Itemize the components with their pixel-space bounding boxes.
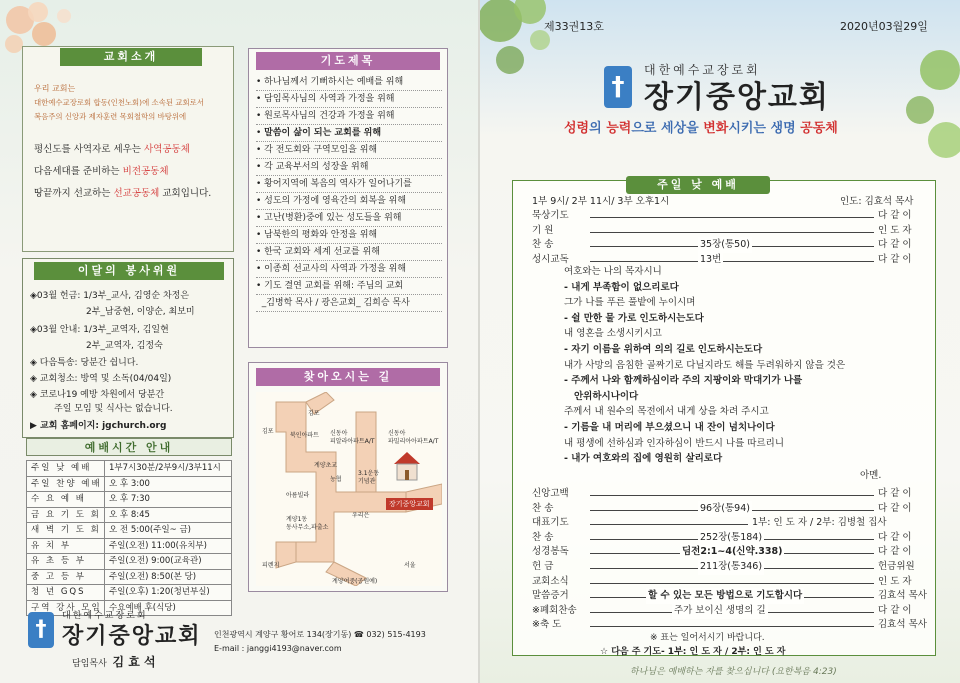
psalm-line: 주께서 내 원수의 목전에서 내게 상을 차려 주시고 [564, 406, 769, 418]
order-leader-line [590, 626, 874, 627]
order-item-leader: 다 같 이 [878, 546, 912, 558]
order-item-name: 말씀증거 [532, 590, 569, 602]
psalm-line: 내 평생에 선하심과 인자하심이 반드시 나를 따르리니 [564, 437, 785, 449]
prayer-item: • 기도 결연 교회를 위해: 주님의 교회 [256, 278, 442, 295]
times-row-value: 수요예배 후(식당) [109, 602, 176, 613]
map-label-3: 북인아파트 [290, 432, 319, 439]
map-header: 찾아오시는 길 [256, 368, 440, 386]
worship-times: 1부 9시/ 2부 11시/ 3부 오후1시 [532, 196, 670, 207]
psalm-line: - 쉴 만한 물 가로 인도하시는도다 [564, 312, 704, 324]
header-logo-icon: † [604, 66, 632, 108]
prayer-item: _김병학 목사 / 광은교회_ 김희승 목사 [256, 295, 442, 312]
order-item-detail: 딤전2:1~4(신약.338) [680, 544, 784, 560]
servers-line-2: 2부_남중현, 이양순, 최보미 [86, 307, 195, 317]
footer-logo-icon: † [28, 612, 54, 648]
motto: 성령의 능력으로 세상을 변화시키는 생명 공동체 [564, 121, 838, 136]
prayer-item: • 담임목사님의 사역과 가정을 위해 [256, 91, 442, 108]
order-item-detail: 주가 보이신 생명의 길 [672, 603, 768, 619]
order-leader-line [590, 524, 748, 525]
prayer-item: • 남북한의 평화와 안정을 위해 [256, 227, 442, 244]
map-church-icon [392, 450, 422, 482]
times-table [26, 460, 232, 616]
map-label-2: 김포 [262, 428, 274, 435]
times-row-value: 1부7시30분/2부9시/3부11시 [109, 463, 221, 473]
psalm-line: - 내가 여호와의 집에 영원히 살리로다 [564, 453, 723, 465]
map-label-11: 계양1동 동사무소,파출소 [286, 516, 329, 532]
footer-address: 인천광역시 계양구 황어로 134(장기동) ☎ 032) 515-4193 [214, 630, 426, 639]
order-item-leader: 1부: 인 도 자 / 2부: 김병철 집사 [752, 517, 887, 529]
map-label-4: 신동아 피알라아파트A/T [330, 430, 375, 446]
order-item-leader: 헌금위원 [878, 561, 915, 572]
prayer-item: • 한국 교회와 세계 선교를 위해 [256, 244, 442, 261]
intro-line-1: 우리 교회는 [34, 84, 76, 93]
map-label-13: 피렌지 [262, 562, 280, 569]
order-leader-line [590, 232, 874, 233]
leaves-left-icon [480, 0, 570, 120]
intro-p2: 다음세대를 준비하는 비전공동체 [34, 166, 169, 177]
times-row-value: 주일(오전) 9:00(교육관) [109, 556, 202, 566]
amen-text: 아멘. [860, 470, 882, 481]
times-row [27, 461, 231, 477]
order-item-leader: 인 도 자 [878, 575, 912, 587]
times-row-label: 유 초 등 부 [27, 554, 105, 569]
psalm-line: - 기름을 내 머리에 부으셨으니 내 잔이 넘치나이다 [564, 422, 775, 433]
servers-header: 이달의 봉사위원 [34, 262, 224, 280]
times-row [27, 477, 231, 493]
times-row [27, 585, 231, 601]
times-row-value: 오 전 5:00(주일~ 금) [109, 525, 192, 535]
times-row-label: 주일 찬양 예배 [27, 477, 105, 492]
map-label-5: 신동아 파밀리아아파트A/T [388, 430, 439, 446]
times-row [27, 492, 231, 508]
order-item-name: 헌 금 [532, 561, 554, 572]
times-row-label: 유 치 부 [27, 539, 105, 554]
order-item-detail: 35장(통50) [698, 237, 752, 253]
map-label-15: 계양여중(공원예) [332, 578, 378, 585]
psalm-line: 여호와는 나의 목자시니 [564, 266, 662, 277]
order-item-detail: 96장(통94) [698, 501, 752, 517]
prayer-item: • 각 전도회와 구역모임을 위해 [256, 142, 442, 159]
worship-leader: 인도: 김효석 목사 [840, 196, 914, 207]
times-row-value: 주일(오전) 11:00(유치부) [109, 540, 207, 551]
order-item-name: 교회소식 [532, 575, 569, 587]
footer-email[interactable]: E-mail : janggi4193@naver.com [214, 644, 342, 653]
worship-header: 주일 낮 예배 [626, 176, 770, 194]
times-row-value: 주일(오전) 8:50(본 당) [109, 571, 197, 582]
times-row-value: 오 후 8:45 [109, 509, 150, 520]
order-item-name: 기 원 [532, 224, 554, 236]
intro-p3: 땅끝까지 선교하는 선교공동체 교회입니다. [34, 188, 212, 199]
order-item-name: 찬 송 [532, 531, 554, 543]
map-label-7: 3.1운동 기념관 [358, 470, 380, 486]
times-row-label: 새 벽 기 도 회 [27, 523, 105, 538]
prayer-item: • 원로목사님의 건강과 가정을 위해 [256, 108, 442, 125]
prayer-item: • 이종희 선교사의 사역과 가정을 위해 [256, 261, 442, 278]
header-denomination: 대한예수교장로회 [644, 63, 761, 77]
map-label-8: 농협 [330, 476, 342, 483]
order-leader-line [590, 217, 874, 218]
header-church-name: 장기중앙교회 [644, 80, 830, 115]
psalm-line: 내가 사망의 음침한 골짜기로 다닐지라도 해를 두려워하지 않을 것은 [564, 359, 846, 371]
order-item-name: 성경봉독 [532, 546, 569, 558]
order-leader-line [590, 495, 874, 496]
footer-church-name: 장기중앙교회 [62, 624, 202, 649]
times-row [27, 539, 231, 555]
bulletin-date: 2020년03월29일 [840, 20, 928, 33]
map-label-9: 아름빌라 [286, 492, 310, 499]
times-row [27, 554, 231, 570]
prayer-item: • 하나님께서 기뻐하시는 예배를 위해 [256, 74, 442, 91]
times-row-label: 중 고 등 부 [27, 570, 105, 585]
prayer-header: 기도제목 [256, 52, 440, 70]
order-item-leader: 다 같 이 [878, 502, 912, 514]
left-panel [0, 0, 478, 683]
servers-line-4: 2부_교역자, 김정숙 [86, 341, 163, 351]
order-leader-line [590, 261, 874, 262]
intro-header: 교회소개 [60, 48, 202, 66]
prayer-item: • 성도의 가정에 영육간의 회복을 위해 [256, 193, 442, 210]
servers-line-7: ◈ 코로나19 예방 차원에서 당분간 [30, 390, 165, 400]
order-item-leader: 다 같 이 [878, 604, 912, 616]
times-row-value: 오 후 7:30 [109, 494, 150, 504]
order-item-leader: 다 같 이 [878, 488, 912, 499]
servers-line-8: 주일 모임 및 식사는 없습니다. [54, 404, 173, 414]
right-panel [480, 0, 960, 683]
servers-line-1: ◈03월 헌금: 1/3부_교사, 김영순 차정은 [30, 291, 190, 301]
times-row-label: 청 년 GQS [27, 585, 105, 600]
times-row-label: 주일 낮 예배 [27, 461, 105, 476]
footer-pastor: 담임목사 김 효 석 [72, 655, 156, 669]
psalm-line: 내 영혼을 소생시키시고 [564, 328, 662, 340]
order-item-leader: 인 도 자 [878, 224, 912, 236]
leaves-right-icon [890, 40, 960, 170]
prayer-list [256, 74, 442, 312]
servers-line-5: ◈ 다음특송: 당분간 쉽니다. [30, 358, 139, 368]
servers-line-3: ◈03월 안내: 1/3부_교역자, 김일현 [30, 325, 169, 335]
volume-number: 제33권13호 [544, 20, 604, 33]
times-row-label: 구역 강사 모임 [27, 601, 105, 616]
intro-line-2: 대한예수교장로회 합동(인천노회)에 소속된 교회로서 [34, 98, 204, 107]
order-item-name: 신앙고백 [532, 488, 569, 499]
order-item-name: ※축 도 [532, 619, 562, 631]
map-label-14: 서울 [404, 562, 416, 569]
order-item-detail: 13번 [698, 252, 723, 268]
times-row-value: 오 후 3:00 [109, 478, 150, 489]
map-church-label: 장기중앙교회 [386, 498, 433, 510]
map-label-10: 우리은 [352, 512, 370, 519]
order-item-leader: 김효석 목사 [878, 590, 927, 602]
order-item-leader: 다 같 이 [878, 253, 912, 265]
times-row [27, 508, 231, 524]
psalm-line: - 내게 부족함이 없으리로다 [564, 281, 679, 293]
times-row-label: 수 요 예 배 [27, 492, 105, 507]
next-week-prayer: ☆ 다음 주 기도- 1부: 인 도 자 / 2부: 인 도 자 [600, 647, 786, 657]
order-item-detail: 211장(통346) [698, 559, 764, 575]
footer-denomination: 대한예수교장로회 [62, 611, 148, 621]
prayer-item: • 고난(병환)중에 있는 성도들을 위해 [256, 210, 442, 227]
times-header: 예배시간 안내 [26, 438, 232, 456]
times-row [27, 523, 231, 539]
prayer-item: • 황어지역에 복음의 역사가 일어나기를 [256, 176, 442, 193]
order-item-leader: 다 같 이 [878, 239, 912, 250]
order-leader-line [590, 583, 874, 584]
order-item-name: 대표기도 [532, 517, 569, 529]
order-item-name: 성시교독 [532, 253, 569, 265]
order-item-leader: 다 같 이 [878, 531, 912, 543]
psalm-line: - 자기 이름을 위하여 의의 길로 인도하시는도다 [564, 344, 763, 355]
order-item-detail: 할 수 있는 모든 방법으로 기도합시다 [646, 588, 804, 604]
psalm-line: 안위하시나이다 [574, 390, 639, 402]
order-item-name: 찬 송 [532, 239, 554, 250]
order-item-leader: 다 같 이 [878, 210, 912, 221]
times-row [27, 570, 231, 586]
psalm-line: 그가 나를 푸른 풀밭에 누이시며 [564, 297, 696, 309]
map-label-6: 계양초교 [314, 462, 338, 469]
homepage-link[interactable]: ▶ 교회 홈페이지: jgchurch.org [30, 421, 167, 431]
order-item-detail: 252장(통184) [698, 530, 764, 546]
order-item-name: ※폐회찬송 [532, 604, 577, 616]
order-item-leader: 김효석 목사 [878, 619, 927, 631]
prayer-item: • 말씀이 삶이 되는 교회를 위해 [256, 125, 442, 142]
footer-verse: 하나님은 예배하는 자를 찾으십니다 (요한복음 4:23) [630, 667, 837, 677]
psalm-line: - 주께서 나와 함께하심이라 주의 지팡이와 막대기가 나를 [564, 375, 803, 387]
times-row-label: 금 요 기 도 회 [27, 508, 105, 523]
servers-line-6: ◈ 교회청소: 방역 및 소독(04/04일) [30, 374, 172, 384]
intro-p1: 평신도를 사역자로 세우는 사역공동체 [34, 144, 190, 155]
map-label-1: 김포 [308, 410, 320, 417]
map-image [256, 392, 442, 586]
intro-line-3: 복음주의 신앙과 제자훈련 목회철학의 바탕위에 [34, 112, 187, 121]
prayer-item: • 각 교육부서의 성장을 위해 [256, 159, 442, 176]
standing-note: ※ 표는 일어서시기 바랍니다. [650, 633, 765, 643]
times-row-value: 주일(오후) 1:20(청년부실) [109, 587, 210, 597]
order-item-name: 찬 송 [532, 502, 554, 514]
order-item-name: 묵상기도 [532, 210, 569, 221]
